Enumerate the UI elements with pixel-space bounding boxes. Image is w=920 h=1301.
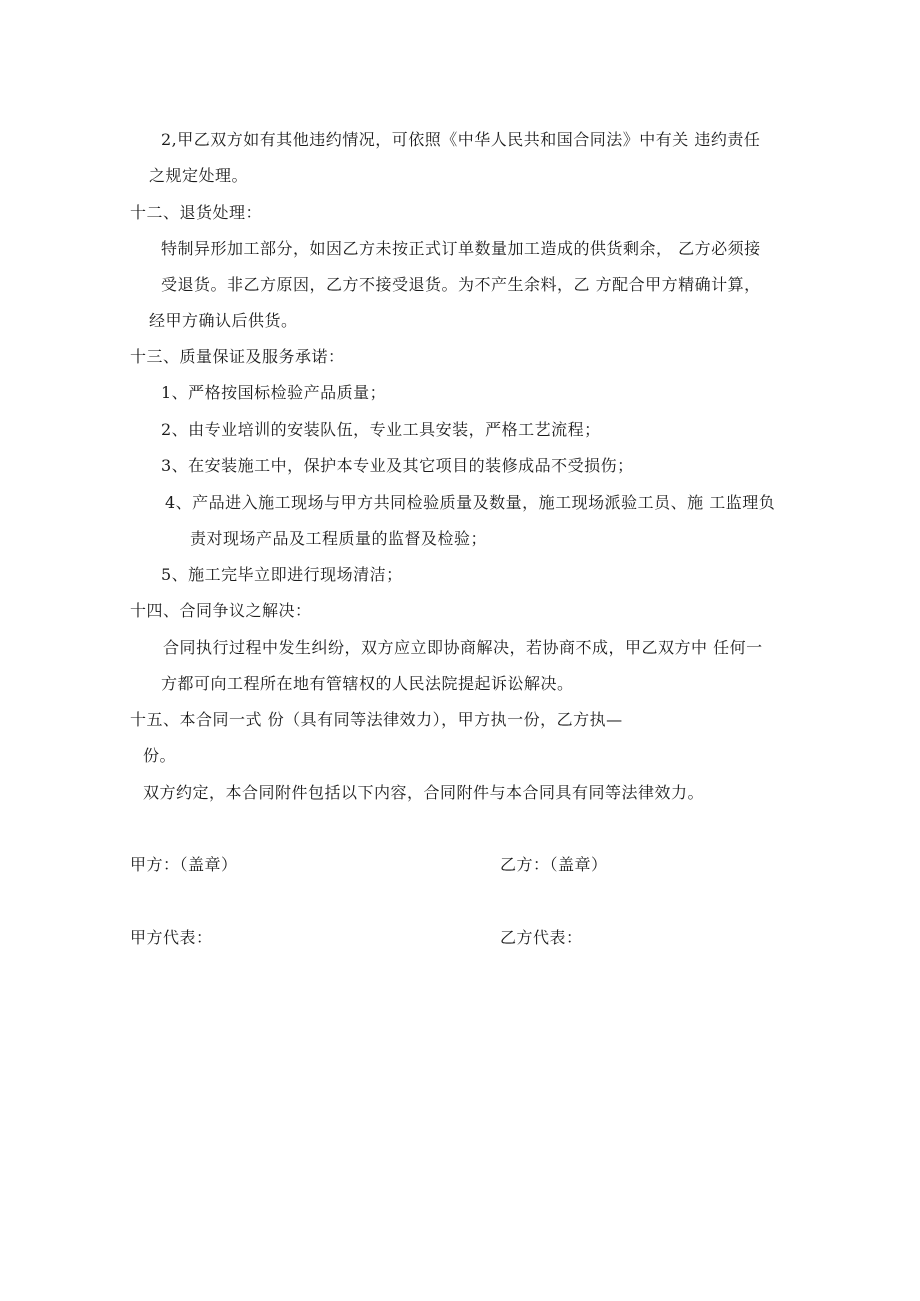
clause13-item2: 2、由专业培训的安装队伍，专业工具安装，严格工艺流程； — [161, 420, 601, 439]
clause13-item3: 3、在安装施工中，保护本专业及其它项目的装修成品不受损伤； — [161, 456, 634, 475]
clause13-item1: 1、严格按国标检验产品质量； — [161, 383, 387, 402]
clause13-heading: 十三、质量保证及服务承诺： — [130, 347, 345, 366]
clause13-item5: 5、施工完毕立即进行现场清洁； — [161, 565, 403, 584]
clause15-line2: 份。 — [143, 746, 177, 765]
clause12-heading: 十二、退货处理： — [130, 203, 263, 222]
party-b-seal: 乙方：（盖章） — [500, 855, 608, 874]
clause12-line2: 受退货。非乙方原因，乙方不接受退货。为不产生余料，乙 方配合甲方精确计算， — [161, 275, 761, 294]
party-a-seal: 甲方：（盖章） — [130, 855, 238, 874]
clause11-item2-line1: 2,甲乙双方如有其他违约情况，可依照《中华人民共和国合同法》中有关 违约责任 — [161, 130, 761, 149]
party-a-representative: 甲方代表： — [130, 928, 213, 947]
clause12-line3: 经甲方确认后供货。 — [149, 311, 298, 330]
clause15-annex: 双方约定，本合同附件包括以下内容，合同附件与本合同具有同等法律效力。 — [143, 783, 705, 802]
clause15-line1: 十五、本合同一式 份（具有同等法律效力），甲方执一份，乙方执— — [130, 710, 623, 729]
clause14-heading: 十四、合同争议之解决： — [130, 601, 312, 620]
clause11-item2-line2: 之规定处理。 — [149, 166, 249, 185]
clause13-item4-line1: 4、产品进入施工现场与甲方共同检验质量及数量，施工现场派验工员、施 工监理负 — [165, 493, 776, 512]
clause14-line2: 方都可向工程所在地有管辖权的人民法院提起诉讼解决。 — [161, 674, 574, 693]
clause14-line1: 合同执行过程中发生纠纷，双方应立即协商解决，若协商不成，甲乙双方中 任何一 — [163, 638, 763, 657]
party-b-representative: 乙方代表： — [500, 928, 583, 947]
clause13-item4-line2: 责对现场产品及工程质量的监督及检验； — [190, 529, 488, 548]
clause12-line1: 特制异形加工部分，如因乙方未按正式订单数量加工造成的供货剩余， 乙方必须接 — [161, 239, 761, 258]
